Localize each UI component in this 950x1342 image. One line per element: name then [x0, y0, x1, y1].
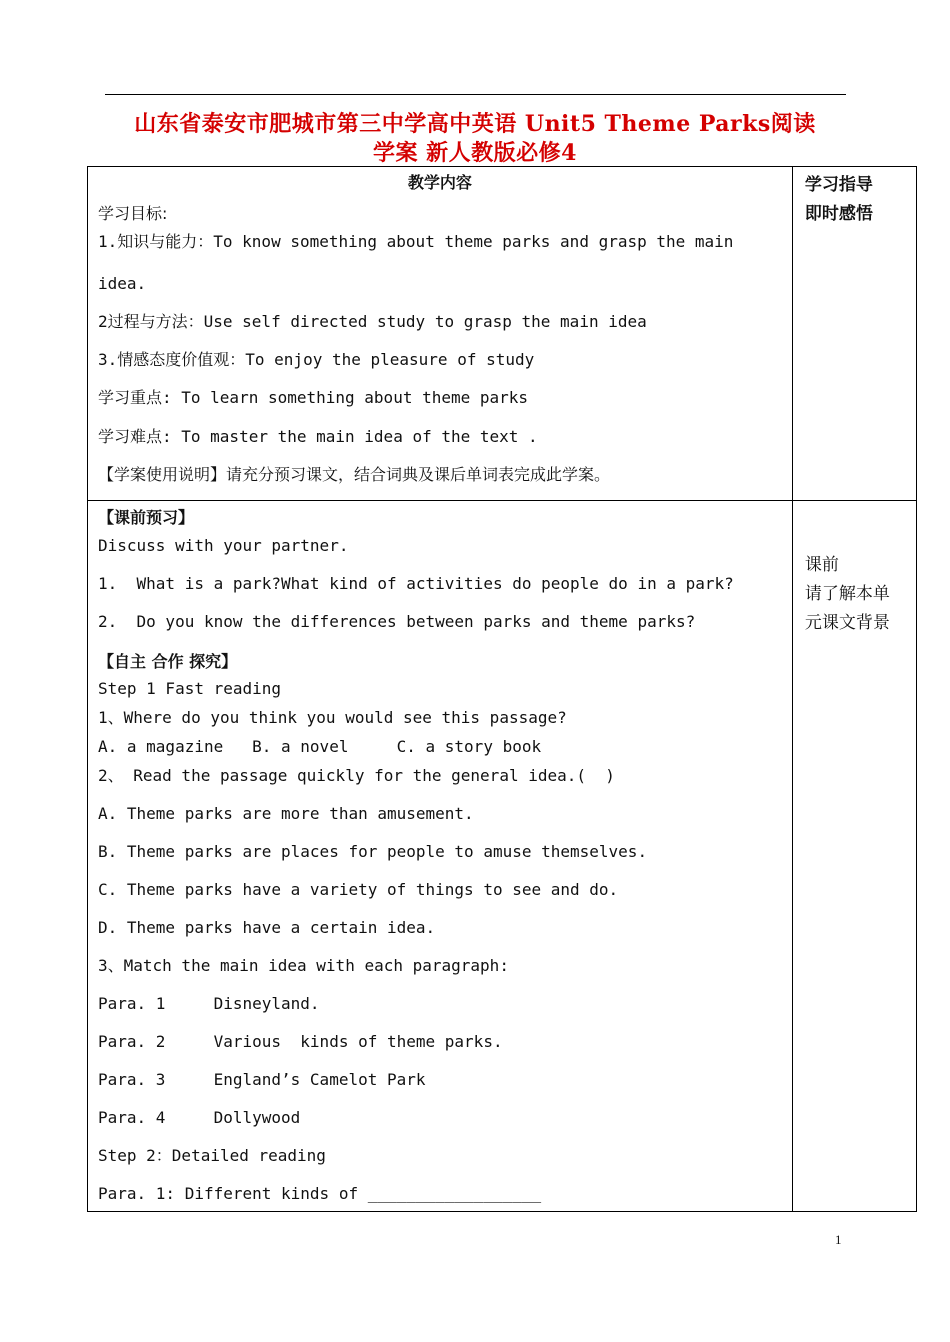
side-note-before-class: 课前 — [804, 555, 839, 575]
option-d: D. Theme parks have a certain idea. — [98, 918, 436, 937]
study-difficulty: 学习难点: To master the main idea of the text . — [98, 427, 538, 446]
objective-3: 3.情感态度价值观：To enjoy the pleasure of study — [98, 350, 535, 369]
preview-question-2: 2. Do you know the differences between parks and theme parks? — [98, 612, 696, 631]
step1-label: Step 1 Fast reading — [98, 679, 282, 698]
preview-discuss: Discuss with your partner. — [98, 536, 349, 555]
question-3: 3、Match the main idea with each paragraph: — [98, 956, 509, 975]
header-teaching-content: 教学内容 — [407, 173, 472, 192]
option-a: A. Theme parks are more than amusement. — [98, 804, 474, 823]
activities-row — [88, 501, 917, 1212]
objective-1a: 1.知识与能力：To know something about theme parks and grasp the main — [98, 232, 734, 251]
preview-heading: 【课前预习】 — [98, 508, 195, 527]
option-b: B. Theme parks are places for people to amuse themselves. — [98, 842, 648, 861]
para-1-fill-blank: Para. 1: Different kinds of __________________ — [98, 1184, 542, 1203]
question-1-options: A. a magazine B. a novel C. a story book — [98, 737, 542, 756]
activities-cell — [88, 501, 793, 1212]
side-note-line-2: 请了解本单 — [804, 584, 890, 604]
side-note-line-3: 元课文背景 — [804, 613, 890, 633]
guide-header-cell — [792, 167, 916, 501]
objectives-cell — [88, 167, 793, 501]
document-title-line2: 学案 新人教版必修4 — [373, 140, 577, 166]
match-para-2: Para. 2 Various kinds of theme parks. — [98, 1032, 503, 1051]
objective-1b: idea. — [98, 274, 147, 293]
option-c: C. Theme parks have a variety of things to see and do. — [98, 880, 619, 899]
usage-instructions: 【学案使用说明】请充分预习课文，结合词典及课后单词表完成此学案。 — [98, 465, 611, 484]
document-title-line1: 山东省泰安市肥城市第三中学高中英语 Unit5 Theme Parks阅读 — [134, 111, 816, 137]
match-para-3: Para. 3 England’s Camelot Park — [98, 1070, 426, 1089]
objectives-row — [88, 167, 917, 501]
match-para-4: Para. 4 Dollywood — [98, 1108, 301, 1127]
side-note-cell — [792, 501, 916, 1212]
explore-heading: 【自主 合作 探究】 — [98, 652, 238, 671]
step2-label: Step 2：Detailed reading — [98, 1146, 326, 1165]
question-2: 2、 Read the passage quickly for the general idea.( ) — [98, 766, 615, 785]
header-study-guide: 学习指导 — [804, 175, 873, 195]
page-number: 1 — [835, 1232, 842, 1247]
study-focus: 学习重点: To learn something about theme parks — [98, 388, 529, 407]
top-rule — [105, 94, 846, 95]
question-1: 1、Where do you think you would see this passage? — [98, 708, 567, 727]
header-instant-reflection: 即时感悟 — [804, 204, 873, 224]
objectives-label: 学习目标: — [98, 204, 168, 223]
match-para-1: Para. 1 Disneyland. — [98, 994, 320, 1013]
preview-question-1: 1. What is a park?What kind of activities do people do in a park? — [98, 574, 734, 593]
lesson-table — [87, 166, 917, 1212]
objective-2: 2过程与方法：Use self directed study to grasp the main idea — [98, 312, 647, 331]
